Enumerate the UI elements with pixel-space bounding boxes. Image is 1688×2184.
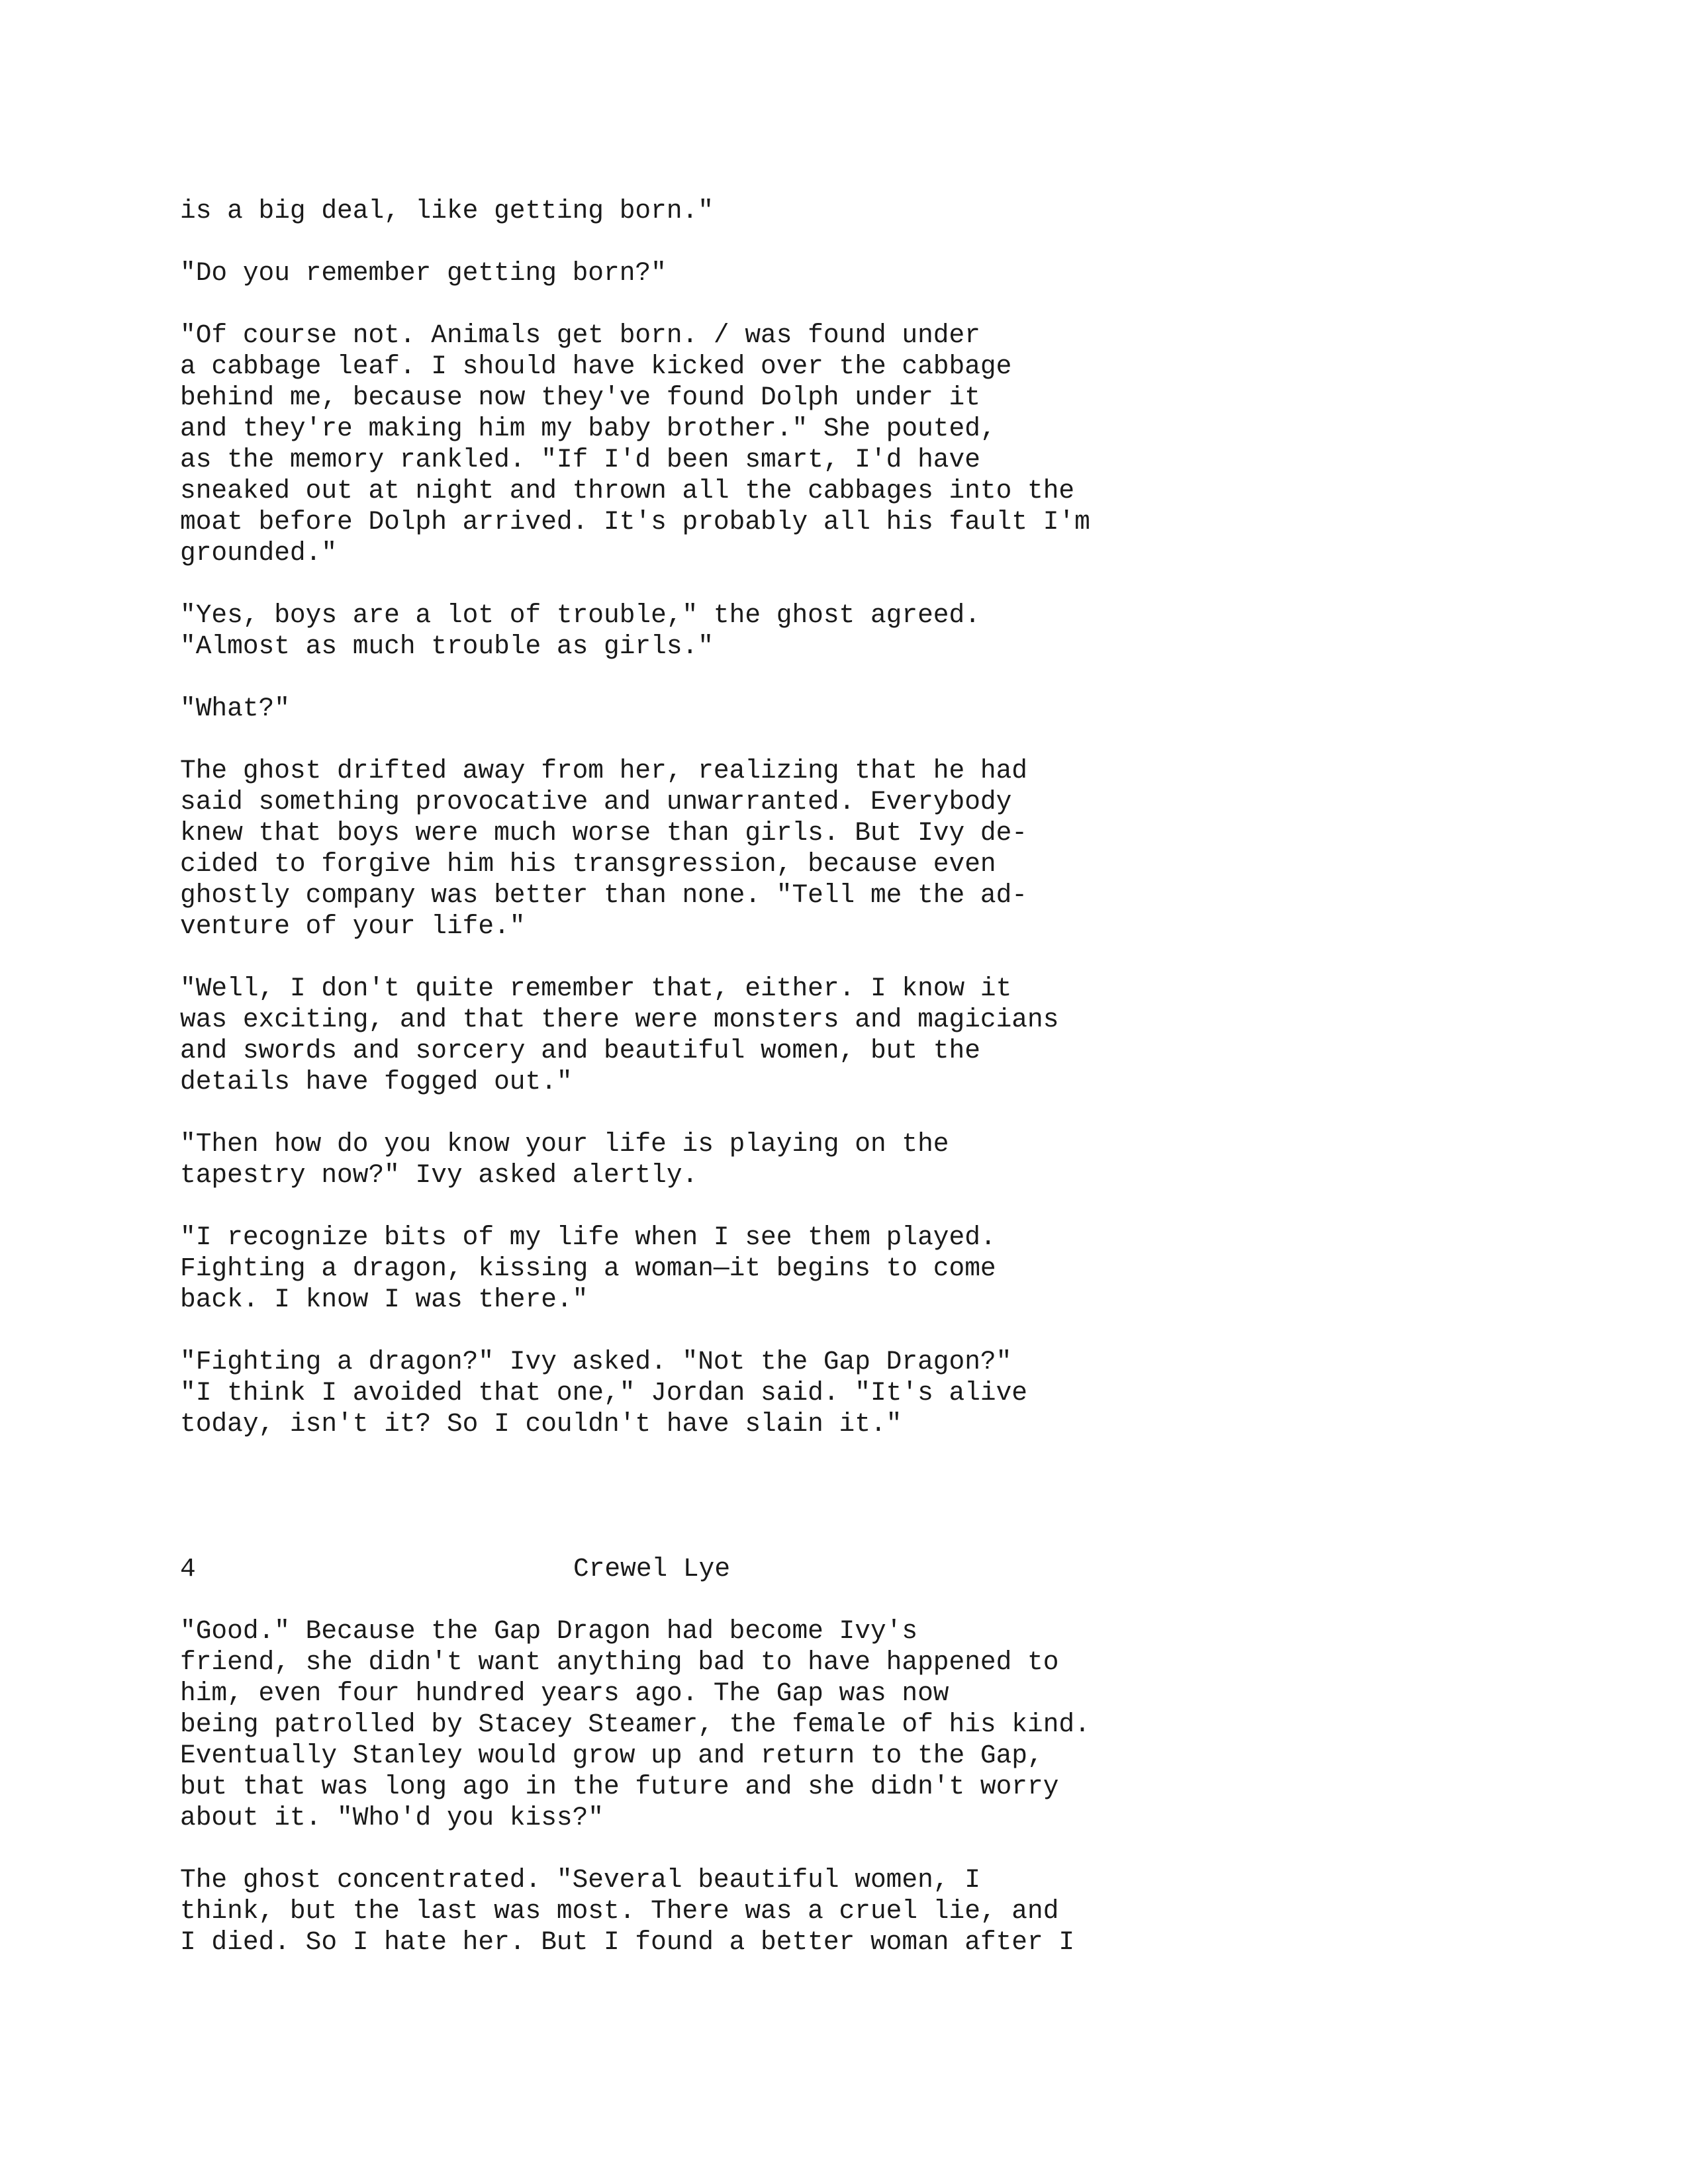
text-line: "What?"	[180, 694, 290, 723]
blank-line	[180, 569, 1504, 600]
text-line: "Almost as much trouble as girls."	[180, 631, 714, 661]
text-line: think, but the last was most. There was a cruel lie, and	[180, 1896, 1059, 1926]
text-line: about it. "Who'd you kiss?"	[180, 1803, 604, 1833]
text-line: I died. So I hate her. But I found a better woman after I	[180, 1927, 1075, 1957]
text-line: "Then how do you know your life is playing on the	[180, 1129, 949, 1159]
blank-line	[180, 724, 1504, 755]
text-line: as the memory rankled. "If I'd been smart, I'd have	[180, 445, 980, 475]
text-line: venture of your life."	[180, 911, 526, 941]
page-number: 4	[180, 1554, 196, 1584]
text-line: and swords and sorcery and beautiful women, but the	[180, 1036, 980, 1066]
blank-line	[180, 226, 1504, 257]
blank-line	[180, 289, 1504, 320]
text-line: ghostly company was better than none. "Tell me the ad-	[180, 880, 1028, 910]
text-line: and they're making him my baby brother." She pouted,	[180, 414, 996, 443]
lower-text-block	[180, 1615, 1504, 1958]
text-line: "Fighting a dragon?" Ivy asked. "Not the Gap Dragon?"	[180, 1347, 1012, 1377]
text-line: Eventually Stanley would grow up and return to the Gap,	[180, 1741, 1043, 1770]
upper-text-block	[180, 195, 1504, 1439]
text-line: but that was long ago in the future and she didn't worry	[180, 1772, 1059, 1801]
text-line: "Yes, boys are a lot of trouble," the ghost agreed.	[180, 600, 980, 630]
text-line: is a big deal, like getting born."	[180, 196, 714, 226]
text-line: knew that boys were much worse than girls. But Ivy de-	[180, 818, 1028, 848]
text-line: said something provocative and unwarranted. Everybody	[180, 787, 1012, 817]
blank-line	[180, 1097, 1504, 1128]
blank-line	[180, 942, 1504, 973]
text-line: grounded."	[180, 538, 338, 568]
text-line: sneaked out at night and thrown all the cabbages into the	[180, 476, 1075, 506]
text-line: details have fogged out."	[180, 1067, 573, 1097]
text-line: friend, she didn't want anything bad to have happened to	[180, 1647, 1059, 1677]
text-line: "Well, I don't quite remember that, either. I know it	[180, 974, 1012, 1003]
blank-line	[180, 1191, 1504, 1222]
blank-line	[180, 1315, 1504, 1346]
text-line: moat before Dolph arrived. It's probably all his fault I'm	[180, 507, 1090, 537]
text-line: him, even four hundred years ago. The Gap was now	[180, 1678, 949, 1708]
text-line: "Of course not. Animals get born. / was found under	[180, 320, 980, 350]
text-line: was exciting, and that there were monsters and magicians	[180, 1005, 1059, 1034]
text-line: behind me, because now they've found Dolph under it	[180, 383, 980, 412]
blank-line	[180, 1833, 1504, 1864]
text-line: being patrolled by Stacey Steamer, the female of his kind.	[180, 1709, 1090, 1739]
text-line: The ghost concentrated. "Several beautiful women, I	[180, 1865, 980, 1895]
page-header	[180, 1553, 1504, 1584]
text-line: "Good." Because the Gap Dragon had become Ivy's	[180, 1616, 918, 1646]
text-line: "I think I avoided that one," Jordan said. "It's alive	[180, 1378, 1028, 1408]
text-line: a cabbage leaf. I should have kicked over the cabbage	[180, 351, 1012, 381]
text-line: cided to forgive him his transgression, because even	[180, 849, 996, 879]
blank-line	[180, 662, 1504, 693]
text-line: back. I know I was there."	[180, 1285, 588, 1314]
text-line: "Do you remember getting born?"	[180, 258, 667, 288]
text-line: The ghost drifted away from her, realizing that he had	[180, 756, 1028, 786]
text-line: tapestry now?" Ivy asked alertly.	[180, 1160, 698, 1190]
text-line: "I recognize bits of my life when I see them played.	[180, 1222, 996, 1252]
running-title: Crewel Lye	[573, 1554, 731, 1584]
text-line: today, isn't it? So I couldn't have slain it."	[180, 1409, 902, 1439]
text-line: Fighting a dragon, kissing a woman—it begins to come	[180, 1253, 996, 1283]
